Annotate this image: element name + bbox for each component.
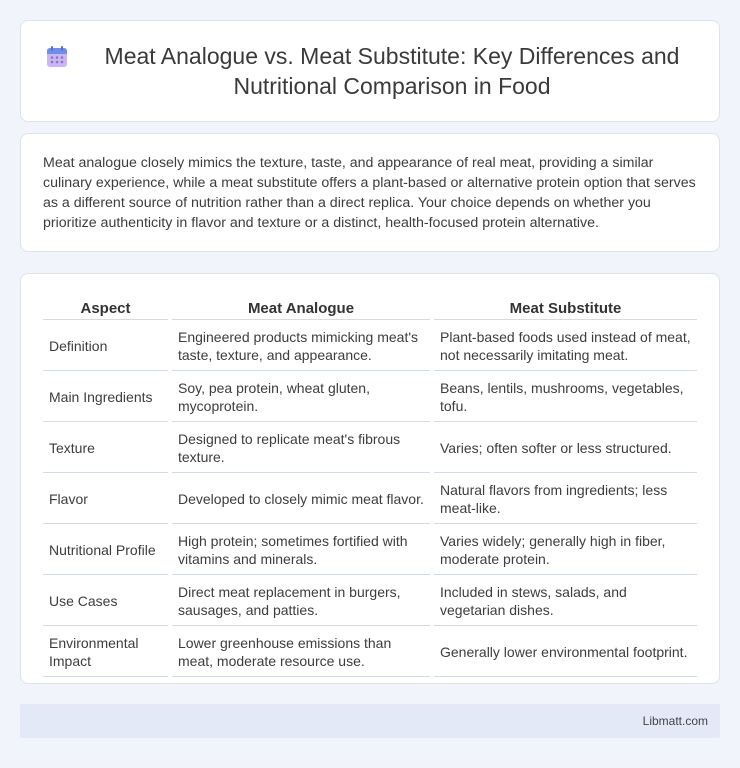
row-meat-substitute: Plant-based foods used instead of meat, not necessarily imitating meat. bbox=[434, 322, 697, 371]
row-aspect: Use Cases bbox=[43, 577, 168, 626]
header-meat-substitute: Meat Substitute bbox=[434, 296, 697, 320]
table-row bbox=[43, 322, 697, 371]
row-meat-analogue: Lower greenhouse emissions than meat, moderate resource use. bbox=[172, 628, 430, 677]
row-aspect: Environmental Impact bbox=[43, 628, 168, 677]
row-meat-analogue: Engineered products mimicking meat's taste, texture, and appearance. bbox=[172, 322, 430, 371]
table-row bbox=[43, 526, 697, 575]
row-meat-substitute: Varies; often softer or less structured. bbox=[434, 424, 697, 473]
table-card bbox=[20, 273, 720, 684]
row-meat-analogue: High protein; sometimes fortified with vitamins and minerals. bbox=[172, 526, 430, 575]
header bbox=[45, 41, 695, 101]
row-aspect: Main Ingredients bbox=[43, 373, 168, 422]
calendar-icon bbox=[45, 45, 69, 69]
row-meat-substitute: Generally lower environmental footprint. bbox=[434, 628, 697, 677]
row-meat-analogue: Developed to closely mimic meat flavor. bbox=[172, 475, 430, 524]
table-row bbox=[43, 373, 697, 422]
table-row bbox=[43, 577, 697, 626]
footer bbox=[20, 704, 720, 738]
header-aspect: Aspect bbox=[43, 296, 168, 320]
row-aspect: Flavor bbox=[43, 475, 168, 524]
table-header-row bbox=[43, 296, 697, 320]
row-meat-substitute: Beans, lentils, mushrooms, vegetables, tofu. bbox=[434, 373, 697, 422]
row-aspect: Definition bbox=[43, 322, 168, 371]
row-meat-analogue: Direct meat replacement in burgers, sausages, and patties. bbox=[172, 577, 430, 626]
table-row bbox=[43, 628, 697, 677]
intro-paragraph: Meat analogue closely mimics the texture, taste, and appearance of real meat, providing a similar culinary experience, while a meat substitute offers a plant-based or alternative protein option that serves as a different source of nutrition rather than a direct replica. Your choice depends on whether you prioritize authenticity in flavor and texture or a distinct, health-focused protein alternative. bbox=[43, 155, 696, 231]
row-meat-analogue: Designed to replicate meat's fibrous texture. bbox=[172, 424, 430, 473]
row-meat-substitute: Varies widely; generally high in fiber, moderate protein. bbox=[434, 526, 697, 575]
table-row bbox=[43, 424, 697, 473]
row-aspect: Texture bbox=[43, 424, 168, 473]
row-meat-substitute: Natural flavors from ingredients; less meat-like. bbox=[434, 475, 697, 524]
header-meat-analogue: Meat Analogue bbox=[172, 296, 430, 320]
comparison-table bbox=[39, 294, 701, 679]
row-aspect: Nutritional Profile bbox=[43, 526, 168, 575]
row-meat-substitute: Included in stews, salads, and vegetarian dishes. bbox=[434, 577, 697, 626]
footer-site-link[interactable]: Libmatt.com bbox=[642, 714, 708, 728]
row-meat-analogue: Soy, pea protein, wheat gluten, mycoprotein. bbox=[172, 373, 430, 422]
page-title: Meat Analogue vs. Meat Substitute: Key Differences and Nutritional Comparison in Food bbox=[104, 43, 680, 99]
table-row bbox=[43, 475, 697, 524]
header-card bbox=[20, 20, 720, 122]
intro-card bbox=[20, 133, 720, 252]
